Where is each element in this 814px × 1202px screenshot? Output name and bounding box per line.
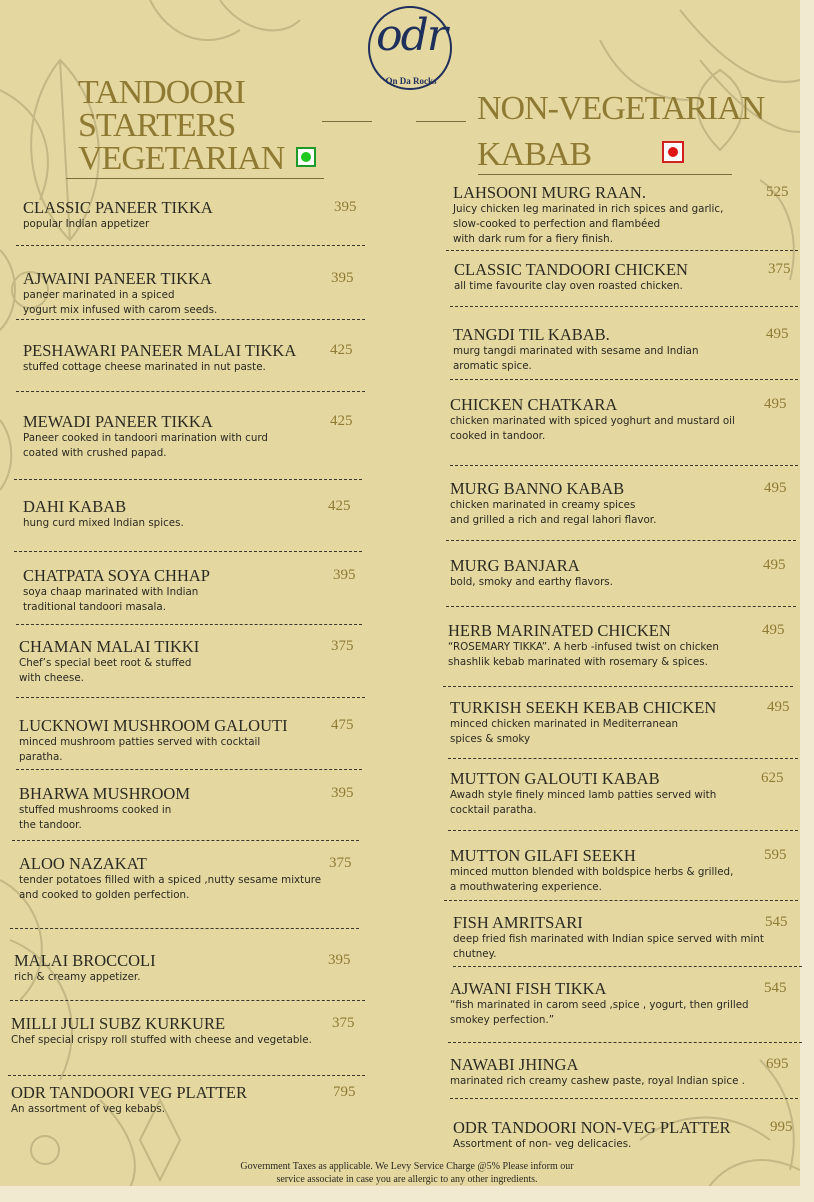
right-border-strip [800,0,814,1202]
veg-title-line: STARTERS [78,107,236,144]
menu-item-price: 495 [763,557,786,573]
item-separator [16,391,365,392]
menu-item-name: TURKISH SEEKH KEBAB CHICKEN [450,698,717,717]
menu-item-name: DAHI KABAB [23,497,127,516]
menu-item [450,556,613,590]
item-separator [12,840,359,841]
menu-item [453,325,699,374]
nonveg-title-line: KABAB [477,136,592,173]
item-separator [444,900,798,901]
menu-item-price: 395 [334,199,357,215]
menu-item-price: 395 [328,952,351,968]
item-separator [14,479,362,480]
veg-indicator-icon [296,147,316,167]
item-separator [446,250,798,251]
item-separator [450,1098,798,1099]
menu-item-description: tender potatoes filled with a spiced ,nutty sesame mixture and cooked to golden perfection. [19,874,322,901]
menu-item [450,846,733,895]
item-separator [448,830,798,831]
menu-item-name: FISH AMRITSARI [453,913,583,932]
menu-item-description: marinated rich creamy cashew paste, royal Indian spice . [450,1075,745,1087]
menu-item-description: Chef special crispy roll stuffed with cheese and vegetable. [11,1034,312,1046]
menu-item-price: 375 [331,638,354,654]
footer-line: service associate in case you are allergic to any other ingredients. [276,1174,538,1185]
menu-item-name: CHAMAN MALAI TIKKI [19,637,200,656]
nonveg-indicator-icon [662,141,684,163]
item-separator [16,624,362,625]
menu-item [453,183,723,247]
menu-item-price: 425 [330,342,353,358]
menu-item-price: 595 [764,847,787,863]
menu-item-price: 495 [766,326,789,342]
menu-item-description: chicken marinated in creamy spices and grilled a rich and regal lahori flavor. [450,499,657,526]
menu-item-description: minced mushroom patties served with cocktail paratha. [19,736,261,763]
menu-item-price: 695 [766,1056,789,1072]
item-separator [16,245,365,246]
menu-item [23,269,217,318]
menu-item [19,784,190,833]
menu-item-name: ODR TANDOORI NON-VEG PLATTER [453,1118,731,1137]
item-separator [10,928,359,929]
menu-item-name: MALAI BROCCOLI [14,951,156,970]
menu-item-name: AJWAINI PANEER TIKKA [23,269,212,288]
menu-item-price: 475 [331,717,354,733]
menu-item-price: 375 [329,855,352,871]
item-separator [10,1000,365,1001]
menu-item [11,1014,312,1048]
menu-item-price: 545 [765,914,788,930]
item-separator [16,697,365,698]
menu-item-description: stuffed cottage cheese marinated in nut paste. [23,361,266,373]
item-separator [16,319,365,320]
menu-item [19,716,288,765]
menu-item-name: MUTTON GALOUTI KABAB [450,769,660,788]
item-separator [450,379,798,380]
menu-item-price: 495 [762,622,785,638]
item-separator [443,686,793,687]
menu-item-price: 525 [766,184,789,200]
logo-subtitle: On Da Rocks [385,76,437,86]
menu-item-description: An assortment of veg kebabs. [11,1103,166,1115]
menu-item-name: MUTTON GILAFI SEEKH [450,846,636,865]
menu-item [19,854,321,903]
menu-item-description: Assortment of non- veg delicacies. [453,1138,632,1150]
menu-item-name: ODR TANDOORI VEG PLATTER [11,1083,247,1102]
title-divider-left [322,121,372,122]
menu-item [23,412,268,461]
menu-item-price: 625 [761,770,784,786]
item-separator [448,758,798,759]
menu-item-price: 795 [333,1084,356,1100]
menu-item [454,260,688,294]
veg-title-underline [66,178,324,179]
item-separator [450,465,798,466]
menu-item-name: PESHAWARI PANEER MALAI TIKKA [23,341,297,360]
menu-item-name: LUCKNOWI MUSHROOM GALOUTI [19,716,288,735]
menu-item-price: 375 [768,261,791,277]
menu-item-name: AJWANI FISH TIKKA [450,979,607,998]
veg-title-line: TANDOORI [78,74,245,111]
menu-item-name: MURG BANNO KABAB [450,479,625,498]
menu-item-price: 425 [330,413,353,429]
menu-item-description: rich & creamy appetizer. [14,971,141,983]
item-separator [446,540,796,541]
menu-item-price: 395 [333,567,356,583]
menu-item-price: 395 [331,785,354,801]
menu-item-description: Chef’s special beet root & stuffed with cheese. [19,657,192,684]
menu-item-price: 495 [767,699,790,715]
menu-item-description: popular Indian appetizer [23,218,150,230]
item-separator [453,966,802,967]
menu-item-description: stuffed mushrooms cooked in the tandoor. [19,804,172,831]
menu-item-price: 545 [764,980,787,996]
item-separator [448,1042,802,1043]
bottom-border-strip [0,1186,814,1202]
menu-item-description: minced mutton blended with boldspice herbs & grilled, a mouthwatering experience. [450,866,734,893]
menu-item-price: 395 [331,270,354,286]
item-separator [446,606,796,607]
menu-item [450,698,716,747]
menu-item-name: CHATPATA SOYA CHHAP [23,566,210,585]
menu-item [450,395,735,444]
menu-item-name: HERB MARINATED CHICKEN [448,621,671,640]
menu-item-price: 495 [764,396,787,412]
footer-note [210,1160,604,1186]
menu-item-name: MEWADI PANEER TIKKA [23,412,213,431]
menu-item [23,198,213,232]
menu-item-name: ALOO NAZAKAT [19,854,147,873]
menu-item [23,566,210,615]
veg-title-line: VEGETARIAN [78,140,285,177]
menu-item [450,979,749,1028]
menu-item-name: LAHSOONI MURG RAAN. [453,183,646,202]
menu-item [14,951,156,985]
menu-item [450,479,656,528]
menu-item-name: CLASSIC PANEER TIKKA [23,198,213,217]
menu-item-description: soya chaap marinated with Indian traditional tandoori masala. [23,586,199,613]
menu-item-description: deep fried fish marinated with Indian spice served with mint chutney. [453,933,764,960]
menu-item-price: 995 [770,1119,793,1135]
menu-item-name: TANGDI TIL KABAB. [453,325,610,344]
item-separator [8,1075,365,1076]
menu-item [448,621,719,670]
menu-item-name: MURG BANJARA [450,556,580,575]
menu-item-description: bold, smoky and earthy flavors. [450,576,613,588]
menu-item-price: 425 [328,498,351,514]
menu-item-name: BHARWA MUSHROOM [19,784,190,803]
menu-item-description: Paneer cooked in tandoori marination with curd coated with crushed papad. [23,432,268,459]
menu-item-description: “fish marinated in carom seed ,spice , yogurt, then grilled smokey perfection.” [450,999,749,1026]
menu-item-description: chicken marinated with spiced yoghurt and mustard oil cooked in tandoor. [450,415,735,442]
nonveg-title-line: NON-VEGETARIAN [477,90,765,127]
nonveg-title-underline [478,174,732,175]
menu-item-description: “ROSEMARY TIKKA”. A herb -infused twist on chicken shashlik kebab marinated with rosemary & spices. [448,641,719,668]
menu-item-description: hung curd mixed Indian spices. [23,517,184,529]
item-separator [14,551,362,552]
veg-section-title [78,76,284,175]
logo-text: odr [376,10,446,61]
menu-item [450,769,716,818]
menu-item-description: all time favourite clay oven roasted chicken. [454,280,683,292]
menu-item-price: 495 [764,480,787,496]
odr-logo [356,4,466,94]
menu-item [450,1055,745,1089]
menu-item [23,497,184,531]
menu-item-description: murg tangdi marinated with sesame and Indian aromatic spice. [453,345,699,372]
menu-item-description: Juicy chicken leg marinated in rich spices and garlic, slow-cooked to perfection and flambéed with dark rum for a fiery finish. [453,203,724,245]
item-separator [450,306,798,307]
menu-item-description: paneer marinated in a spiced yogurt mix infused with carom seeds. [23,289,218,316]
title-divider-right [416,121,466,122]
menu-item-name: MILLI JULI SUBZ KURKURE [11,1014,226,1033]
menu-item-description: Awadh style finely minced lamb patties served with cocktail paratha. [450,789,717,816]
menu-item [23,341,296,375]
menu-item-name: CHICKEN CHATKARA [450,395,618,414]
menu-item-price: 375 [332,1015,355,1031]
menu-item [19,637,199,686]
nonveg-section-title [477,86,764,178]
footer-line: Government Taxes as applicable. We Levy Service Charge @5% Please inform our [240,1161,574,1172]
menu-item-name: CLASSIC TANDOORI CHICKEN [454,260,688,279]
menu-item [453,913,764,962]
menu-item-name: NAWABI JHINGA [450,1055,579,1074]
menu-item [453,1118,731,1152]
menu-item-description: minced chicken marinated in Mediterranean spices & smoky [450,718,679,745]
menu-item [11,1083,247,1117]
item-separator [16,769,362,770]
